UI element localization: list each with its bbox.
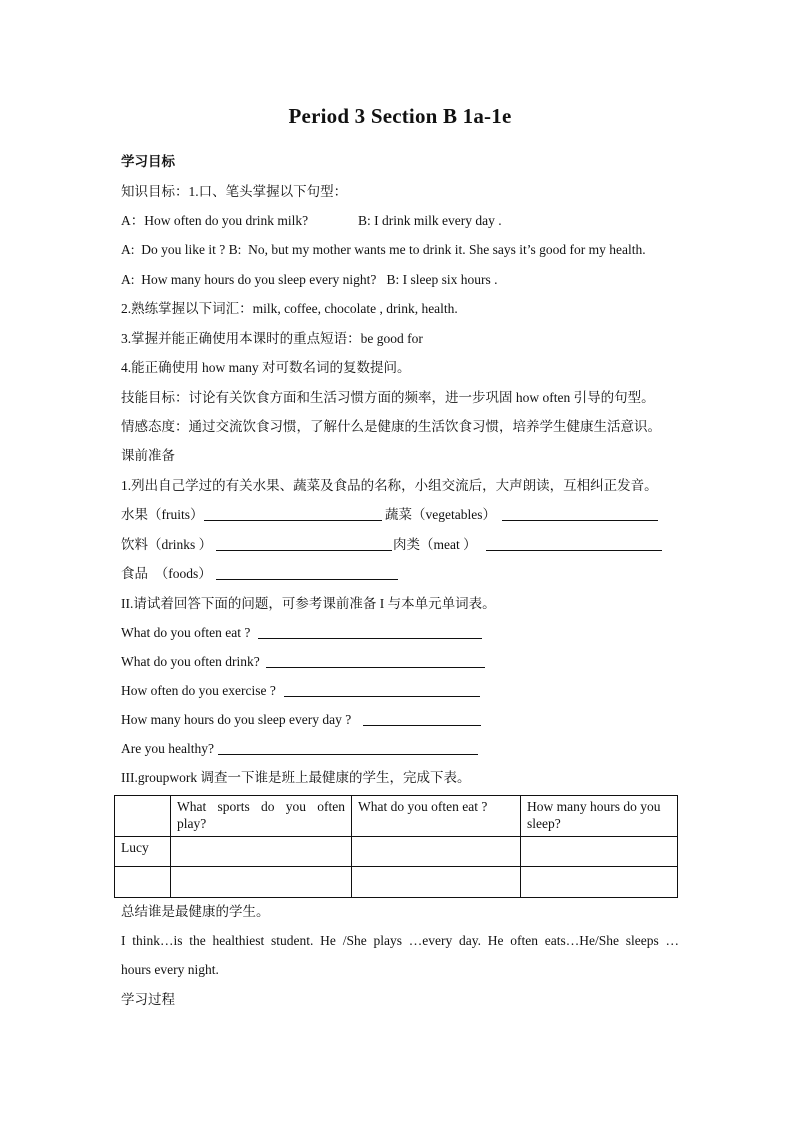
- table-row: [115, 837, 678, 867]
- prep-item-3: III.groupwork 调查一下谁是班上最健康的学生，完成下表。: [121, 770, 471, 785]
- answer-3-blank[interactable]: [284, 683, 480, 697]
- question-4: How many hours do you sleep every day ?: [121, 712, 352, 727]
- table-header-cell: [115, 796, 171, 837]
- question-5: Are you healthy?: [121, 741, 214, 756]
- summary-heading: 总结谁是最健康的学生。: [121, 904, 270, 919]
- prep-heading: 课前准备: [121, 448, 175, 463]
- summary-line-2: hours every night.: [121, 962, 219, 977]
- table-cell[interactable]: [171, 837, 352, 867]
- table-cell: Lucy: [115, 837, 171, 867]
- answer-4-blank[interactable]: [363, 712, 481, 726]
- prep-item-2: II.请试着回答下面的问题，可参考课前准备 I 与本单元单词表。: [121, 596, 496, 611]
- summary-line-1: I think…is the healthiest student. He /She plays …every day. He often eats…He/She sleeps …: [121, 933, 679, 948]
- fruits-label: 水果（fruits）: [121, 507, 204, 522]
- table-cell[interactable]: [352, 837, 521, 867]
- dialog-1-b: B: I drink milk every day .: [358, 213, 502, 228]
- table-cell[interactable]: [115, 867, 171, 898]
- table-row: [115, 867, 678, 898]
- meat-label: 肉类（meat ）: [393, 537, 477, 552]
- page-title: Period 3 Section B 1a-1e: [288, 104, 512, 128]
- drinks-blank[interactable]: [216, 537, 392, 551]
- drinks-label: 饮料（drinks ）: [121, 537, 213, 552]
- table-header-cell: What sports do you often play?: [171, 796, 352, 837]
- objectives-heading: 学习目标: [121, 154, 175, 169]
- vegetables-blank[interactable]: [502, 507, 658, 521]
- phrase-item: 3.掌握并能正确使用本课时的重点短语：be good for: [121, 331, 423, 346]
- knowledge-intro: 知识目标：1.口、笔头掌握以下句型：: [121, 184, 348, 199]
- fruits-blank[interactable]: [204, 507, 382, 521]
- prep-item-1: 1.列出自己学过的有关水果、蔬菜及食品的名称，小组交流后，大声朗读，互相纠正发音。: [121, 478, 658, 493]
- table-cell[interactable]: [521, 867, 678, 898]
- question-3: How often do you exercise ?: [121, 683, 276, 698]
- dialog-1-a: A：How often do you drink milk?: [121, 213, 309, 228]
- table-header-cell: What do you often eat ?: [352, 796, 521, 837]
- foods-blank[interactable]: [216, 566, 398, 580]
- table-header-cell: How many hours do you sleep?: [521, 796, 678, 837]
- emotion-goal: 情感态度：通过交流饮食习惯，了解什么是健康的生活饮食习惯，培养学生健康生活意识。: [121, 419, 661, 434]
- table-cell[interactable]: [171, 867, 352, 898]
- dialog-3: A: How many hours do you sleep every night? B: I sleep six hours .: [121, 272, 498, 287]
- dialog-2: A: Do you like it ? B: No, but my mother wants me to drink it. She says it’s good for my health.: [121, 242, 646, 257]
- survey-table: [114, 795, 678, 898]
- meat-blank[interactable]: [486, 537, 662, 551]
- vegetables-label: 蔬菜（vegetables）: [385, 507, 496, 522]
- question-2: What do you often drink?: [121, 654, 260, 669]
- answer-5-blank[interactable]: [218, 741, 478, 755]
- question-1: What do you often eat ?: [121, 625, 251, 640]
- process-heading: 学习过程: [121, 992, 175, 1007]
- vocab-item: 2.熟练掌握以下词汇：milk, coffee, chocolate , drink, health.: [121, 301, 458, 316]
- how-many-item: 4.能正确使用 how many 对可数名词的复数提问。: [121, 360, 411, 375]
- table-header-row: [115, 796, 678, 837]
- skill-goal: 技能目标：讨论有关饮食方面和生活习惯方面的频率，进一步巩固 how often 引导的句型。: [121, 390, 655, 405]
- table-cell[interactable]: [521, 837, 678, 867]
- answer-1-blank[interactable]: [258, 625, 482, 639]
- foods-label: 食品 （foods）: [121, 566, 212, 581]
- answer-2-blank[interactable]: [266, 654, 485, 668]
- table-cell[interactable]: [352, 867, 521, 898]
